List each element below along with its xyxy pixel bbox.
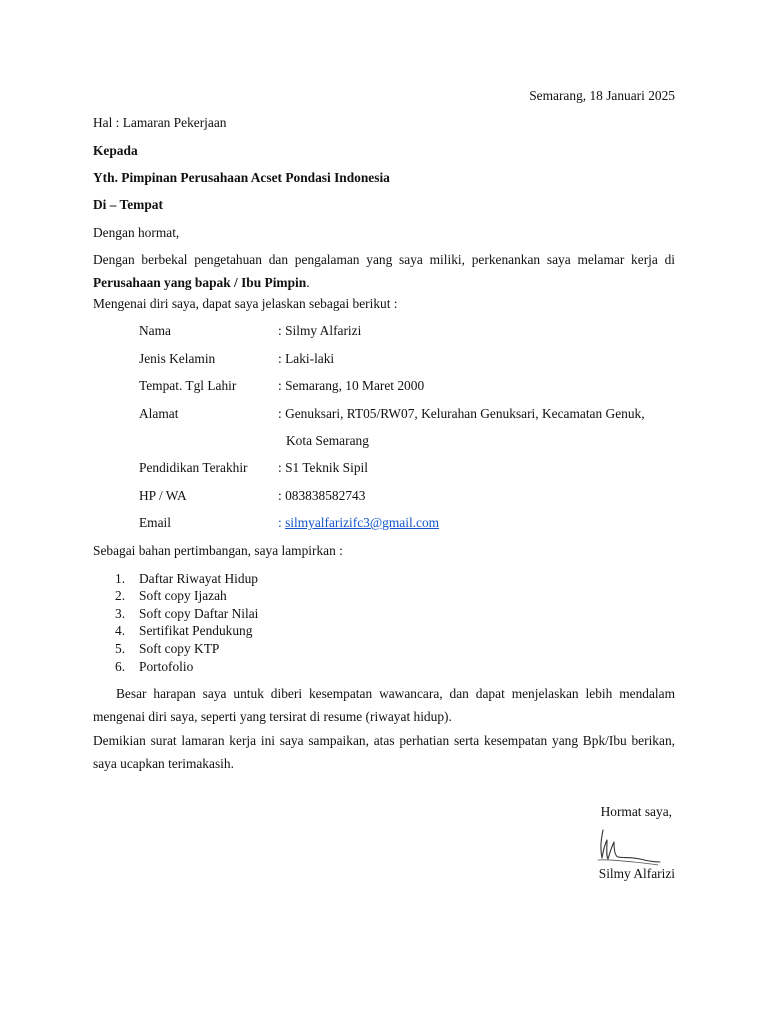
list-number: 4. <box>115 623 126 638</box>
detail-value: : 083838582743 <box>278 488 366 503</box>
list-item <box>115 570 258 588</box>
list-text: Soft copy Daftar Nilai <box>139 606 259 621</box>
hope-paragraph <box>93 682 675 728</box>
detail-value: : S1 Teknik Sipil <box>278 460 368 475</box>
list-text: Daftar Riwayat Hidup <box>139 571 258 586</box>
self-intro: Mengenai diri saya, dapat saya jelaskan sebagai berikut : <box>93 296 398 311</box>
list-item <box>115 658 193 676</box>
list-number: 5. <box>115 641 126 656</box>
detail-label: HP / WA <box>139 488 187 503</box>
closing-paragraph: Demikian surat lamaran kerja ini saya sampaikan, atas perhatian serta kesempatan yang Bpk/Ibu berikan, saya ucapkan terimakasih. <box>93 733 675 771</box>
signer-name: Silmy Alfarizi <box>598 866 675 881</box>
email-prefix: : <box>278 515 286 530</box>
intro-paragraph <box>93 248 675 294</box>
list-text: Soft copy Ijazah <box>139 588 227 603</box>
list-number: 3. <box>115 606 126 621</box>
detail-value: : Semarang, 10 Maret 2000 <box>278 378 425 393</box>
detail-value: : Genuksari, RT05/RW07, Kelurahan Genuksari, Kecamatan Genuk, <box>278 406 645 421</box>
attach-intro: Sebagai bahan pertimbangan, saya lampirkan : <box>93 543 343 558</box>
detail-value: Kota Semarang <box>286 433 369 448</box>
detail-label: Tempat. Tgl Lahir <box>139 378 237 393</box>
detail-label: Email <box>139 515 171 530</box>
detail-label: Pendidikan Terakhir <box>139 460 248 475</box>
list-item <box>115 605 258 623</box>
detail-label: Jenis Kelamin <box>139 351 216 366</box>
recipient: Yth. Pimpinan Perusahaan Acset Pondasi Indonesia <box>93 170 390 185</box>
detail-value: : Silmy Alfarizi <box>278 323 362 338</box>
intro-end: . <box>306 275 310 290</box>
hope-text: Besar harapan saya untuk diberi kesempatan wawancara, dan dapat menjelaskan lebih mendalam mengenai diri saya, seperti yang tersirat di resume (riwayat hidup). <box>93 686 675 724</box>
location: Di – Tempat <box>93 197 163 212</box>
detail-value: : Laki-laki <box>278 351 335 366</box>
list-number: 6. <box>115 659 126 674</box>
intro-text: Dengan berbekal pengetahuan dan pengalaman yang saya miliki, perkenankan saya melamar kerja di <box>93 252 675 267</box>
regards: Hormat saya, <box>600 804 672 819</box>
detail-label: Nama <box>139 323 171 338</box>
list-text: Portofolio <box>139 659 194 674</box>
subject-line: Hal : Lamaran Pekerjaan <box>93 115 227 130</box>
list-number: 2. <box>115 588 126 603</box>
intro-company: Perusahaan yang bapak / Ibu Pimpin <box>93 275 307 290</box>
list-item <box>115 622 252 640</box>
detail-label: Alamat <box>139 406 179 421</box>
greeting: Dengan hormat, <box>93 225 180 240</box>
list-text: Sertifikat Pendukung <box>139 623 253 638</box>
list-number: 1. <box>115 571 126 586</box>
list-item <box>115 640 219 658</box>
list-text: Soft copy KTP <box>139 641 220 656</box>
detail-value <box>278 514 439 532</box>
email-link[interactable]: silmyalfarizifc3@gmail.com <box>285 515 440 530</box>
list-item <box>115 587 227 605</box>
signature-image <box>594 826 662 868</box>
to-label: Kepada <box>93 143 138 158</box>
place-date: Semarang, 18 Januari 2025 <box>529 88 675 103</box>
